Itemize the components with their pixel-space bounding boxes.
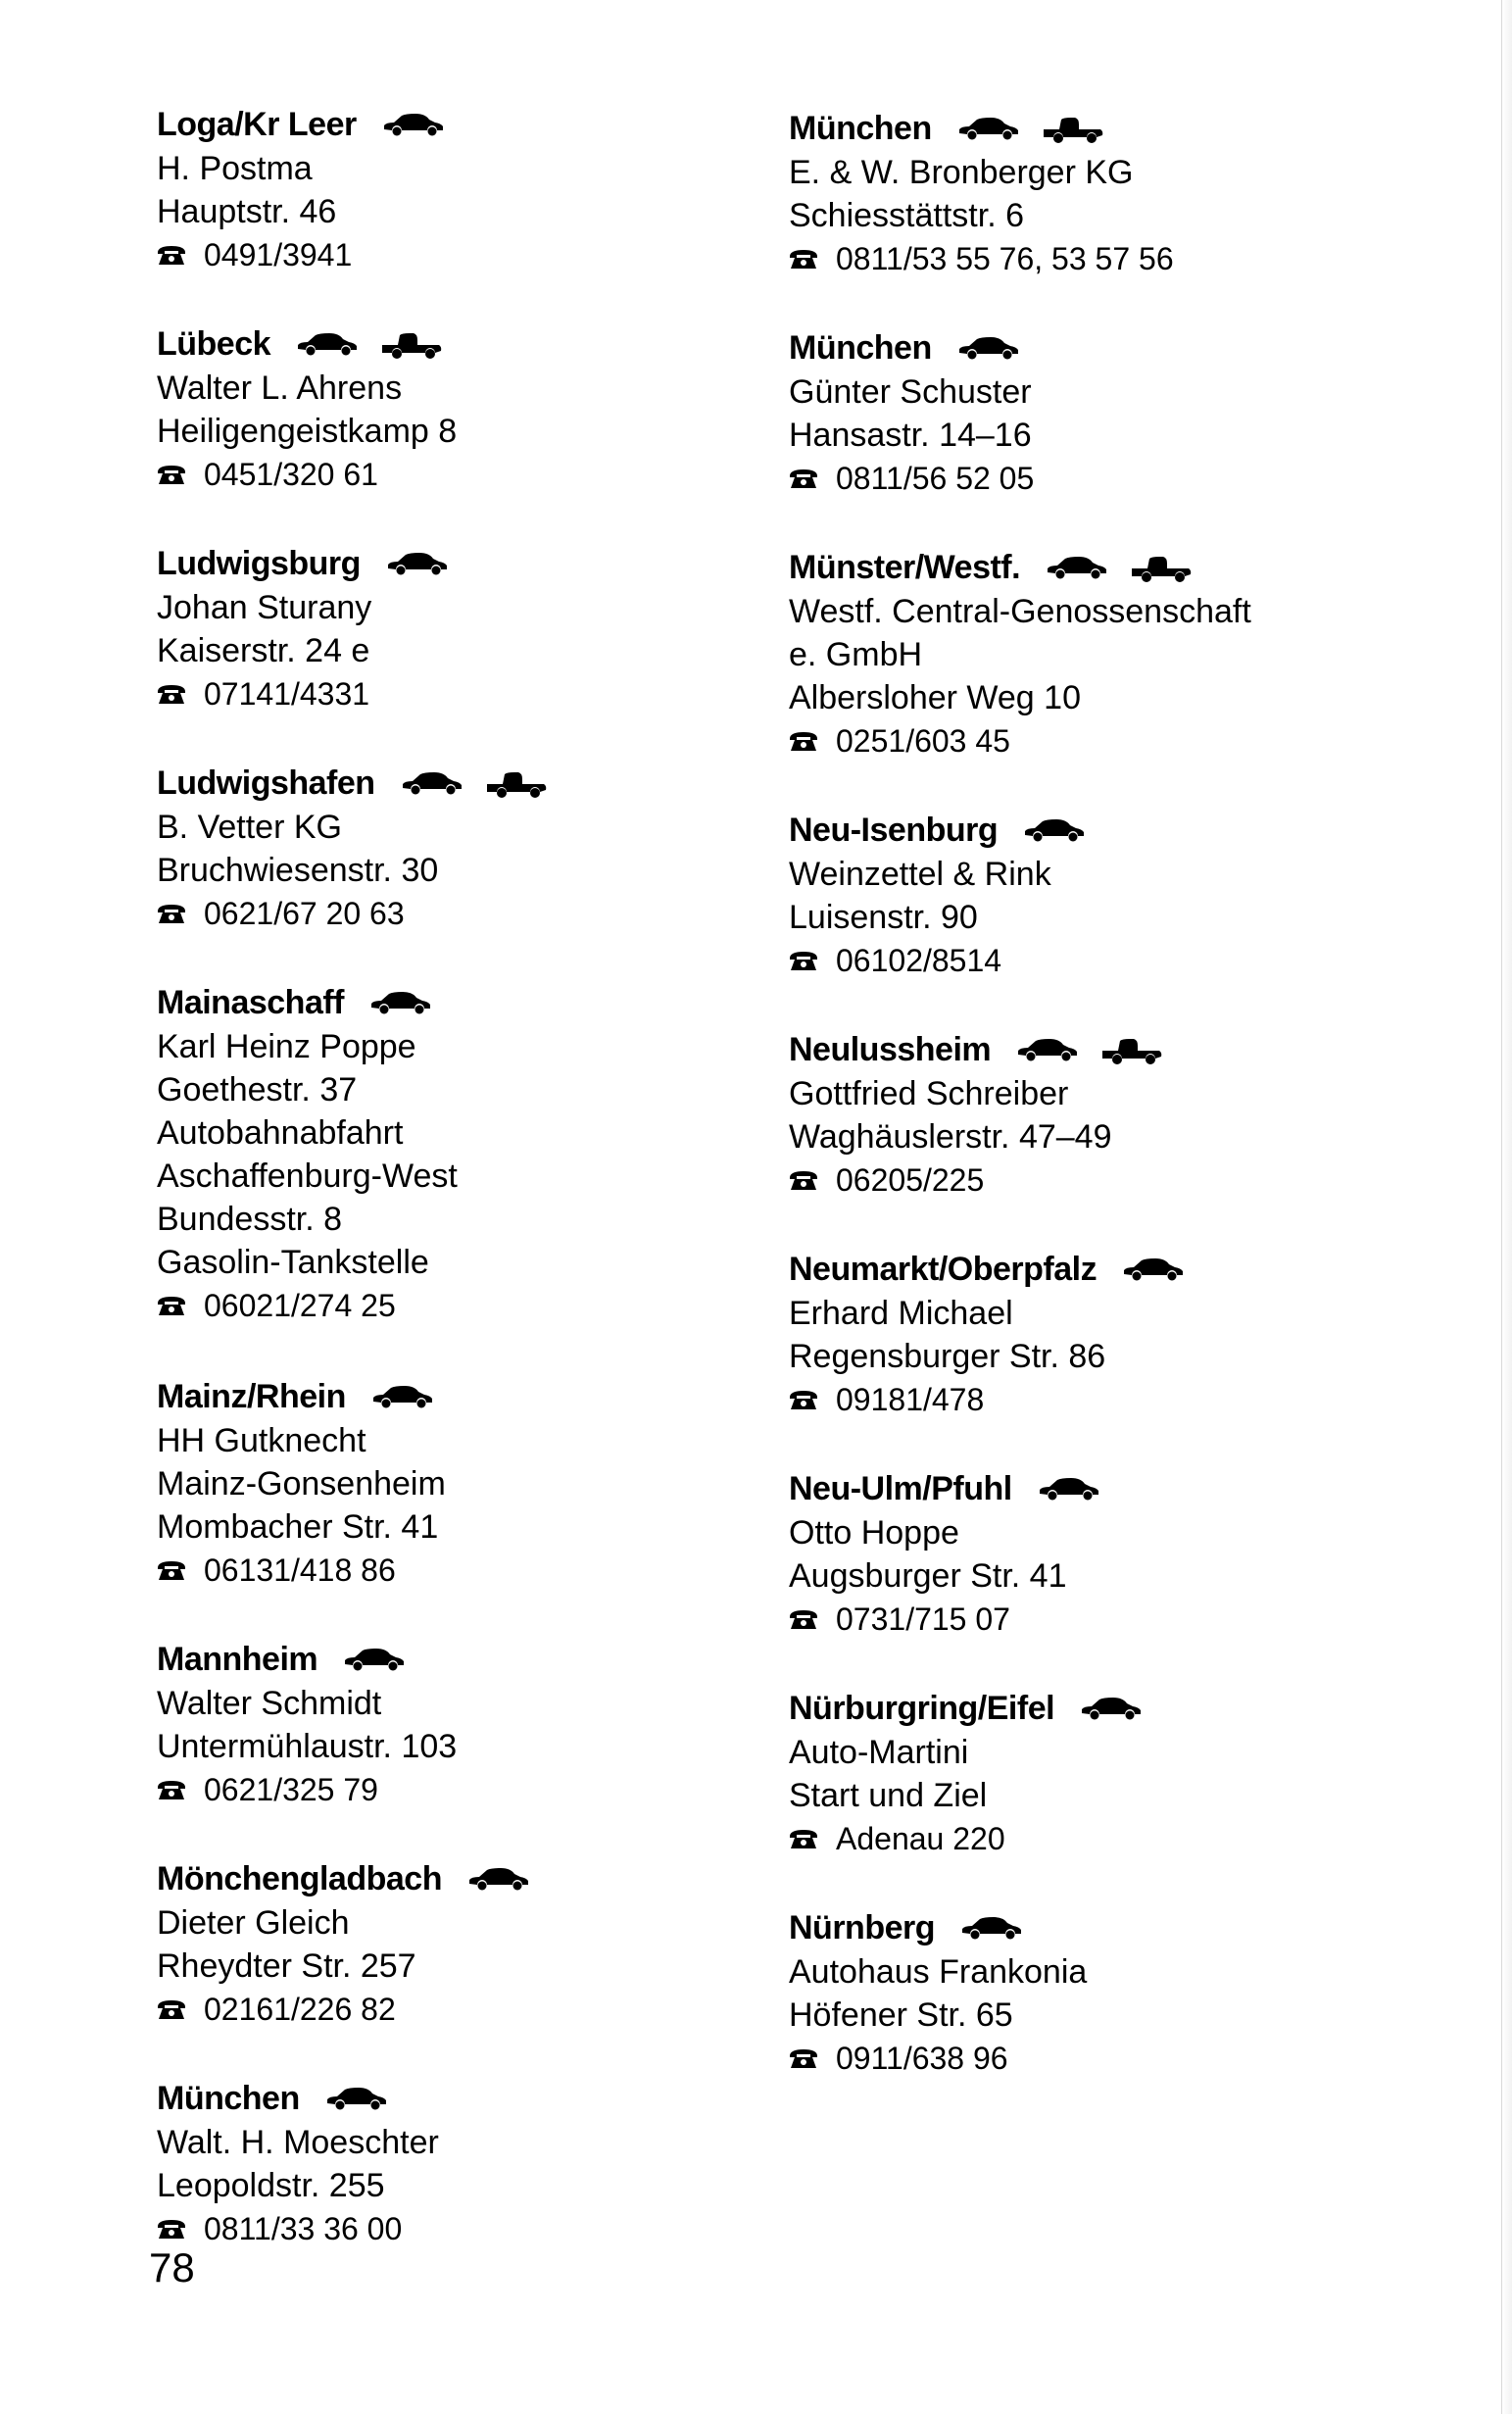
- address-line: Bruchwiesenstr. 30: [157, 852, 439, 889]
- telephone-icon: [789, 468, 818, 489]
- dealer-entry: [789, 1247, 1251, 1421]
- car-icon: [325, 2086, 388, 2111]
- telephone-icon: [157, 464, 186, 485]
- telephone-icon: [157, 2218, 186, 2240]
- vehicle-icons: [401, 770, 548, 796]
- car-icon: [1038, 1476, 1100, 1502]
- city-heading-row: [789, 1247, 1251, 1292]
- truck-icon: [1100, 1037, 1163, 1062]
- car-icon: [1046, 555, 1108, 580]
- city-heading-row: [157, 1637, 548, 1682]
- truck-icon: [380, 331, 443, 357]
- phone-row: [789, 457, 1251, 500]
- vehicle-icons: [343, 1647, 406, 1672]
- address-line: B. Vetter KG: [157, 809, 342, 846]
- address-line: E. & W. Bronberger KG: [789, 154, 1134, 191]
- city-heading: Neulussheim: [789, 1030, 992, 1068]
- vehicle-icons: [1080, 1696, 1143, 1721]
- car-icon: [382, 112, 445, 137]
- city-heading: Nürnberg: [789, 1908, 935, 1946]
- telephone-icon: [789, 950, 818, 971]
- city-heading-row: [157, 1374, 548, 1419]
- address-line: Goethestr. 37: [157, 1071, 358, 1108]
- address-line: Auto-Martini: [789, 1734, 969, 1771]
- address-line: Autohaus Frankonia: [789, 1953, 1088, 1991]
- vehicle-icons: [960, 1915, 1023, 1941]
- dealer-entry: [157, 102, 548, 276]
- address-line: Start und Ziel: [789, 1777, 988, 1814]
- address-line: Westf. Central-Genossenschaft: [789, 593, 1251, 630]
- phone-number: 0811/53 55 76, 53 57 56: [836, 241, 1174, 276]
- address-line: Höfener Str. 65: [789, 1996, 1013, 2034]
- phone-row: [789, 1378, 1251, 1421]
- page-edge: [1501, 0, 1512, 2414]
- address-line: Leopoldstr. 255: [157, 2167, 385, 2204]
- dealer-entry: [157, 1856, 548, 2031]
- phone-row: [157, 1988, 548, 2031]
- phone-row: [157, 453, 548, 496]
- phone-row: [789, 2037, 1251, 2080]
- telephone-icon: [789, 1389, 818, 1410]
- address-line: Rheydter Str. 257: [157, 1947, 416, 1985]
- address-line: Otto Hoppe: [789, 1514, 959, 1552]
- vehicle-icons: [1023, 817, 1086, 843]
- address-line: Mainz-Gonsenheim: [157, 1465, 446, 1503]
- phone-number: 06021/274 25: [204, 1288, 396, 1323]
- car-icon: [1080, 1696, 1143, 1721]
- city-heading-row: [157, 980, 548, 1025]
- phone-number: 06102/8514: [836, 943, 1002, 978]
- address-line: Johan Sturany: [157, 589, 372, 626]
- address-line: Gottfried Schreiber: [789, 1075, 1069, 1112]
- address-line: Augsburger Str. 41: [789, 1557, 1067, 1595]
- dealer-entry: [157, 1637, 548, 1811]
- phone-number: 06205/225: [836, 1162, 985, 1198]
- car-icon: [369, 990, 432, 1015]
- address-line: Günter Schuster: [789, 373, 1032, 411]
- address-line: Erhard Michael: [789, 1295, 1013, 1332]
- vehicle-icons: [1046, 555, 1193, 580]
- address-line: Waghäuslerstr. 47–49: [789, 1118, 1112, 1156]
- phone-row: [789, 1158, 1251, 1202]
- phone-row: [789, 939, 1251, 982]
- vehicle-icons: [325, 2086, 388, 2111]
- address-line: e. GmbH: [789, 636, 923, 673]
- phone-number: 0811/33 36 00: [204, 2211, 403, 2246]
- truck-icon: [1130, 555, 1193, 580]
- telephone-icon: [157, 244, 186, 266]
- city-heading-row: [789, 1905, 1251, 1950]
- city-heading: Ludwigshafen: [157, 764, 375, 802]
- telephone-icon: [157, 1295, 186, 1316]
- city-heading: Münster/Westf.: [789, 548, 1021, 586]
- telephone-icon: [789, 730, 818, 752]
- phone-number: 0491/3941: [204, 237, 353, 272]
- dealer-entry: [789, 1466, 1251, 1641]
- vehicle-icons: [957, 335, 1020, 361]
- address-line: Hauptstr. 46: [157, 193, 337, 230]
- phone-number: 0911/638 96: [836, 2041, 1008, 2076]
- vehicle-icons: [1122, 1256, 1185, 1282]
- vehicle-icons: [467, 1866, 530, 1892]
- address-line: Autobahnabfahrt: [157, 1114, 404, 1152]
- car-icon: [1016, 1037, 1079, 1062]
- phone-number: 0811/56 52 05: [836, 461, 1035, 496]
- city-heading-row: [157, 102, 548, 147]
- address-line: Schiesstättstr. 6: [789, 197, 1024, 234]
- dealer-entry: [157, 1374, 548, 1592]
- city-heading: Mönchengladbach: [157, 1859, 442, 1897]
- telephone-icon: [789, 1169, 818, 1191]
- phone-row: [789, 237, 1251, 280]
- telephone-icon: [789, 1608, 818, 1630]
- address-line: Walt. H. Moeschter: [157, 2124, 439, 2161]
- address-line: Regensburger Str. 86: [789, 1338, 1106, 1375]
- telephone-icon: [789, 2047, 818, 2069]
- address-line: H. Postma: [157, 150, 313, 187]
- telephone-icon: [157, 1779, 186, 1800]
- city-heading-row: [789, 1686, 1251, 1731]
- phone-number: 07141/4331: [204, 676, 370, 712]
- address-line: Dieter Gleich: [157, 1904, 350, 1942]
- address-line: Aschaffenburg-West: [157, 1158, 458, 1195]
- vehicle-icons: [957, 116, 1104, 141]
- car-icon: [371, 1384, 434, 1409]
- city-heading-row: [789, 808, 1251, 853]
- phone-row: [789, 1817, 1251, 1860]
- city-heading-row: [157, 1856, 548, 1901]
- car-icon: [296, 331, 359, 357]
- dealer-entry: [157, 321, 548, 496]
- left-column: [157, 102, 548, 2250]
- phone-number: 0251/603 45: [836, 723, 1010, 759]
- car-icon: [343, 1647, 406, 1672]
- address-line: Bundesstr. 8: [157, 1201, 343, 1238]
- address-line: Walter L. Ahrens: [157, 369, 403, 407]
- car-icon: [1122, 1256, 1185, 1282]
- car-icon: [401, 770, 463, 796]
- address-line: Heiligengeistkamp 8: [157, 413, 458, 450]
- address-line: Mombacher Str. 41: [157, 1508, 439, 1546]
- phone-row: [157, 1549, 548, 1592]
- phone-row: [157, 892, 548, 935]
- city-heading-row: [789, 1027, 1251, 1072]
- phone-number: 0731/715 07: [836, 1601, 1010, 1637]
- city-heading: Loga/Kr Leer: [157, 105, 357, 143]
- city-heading: Neumarkt/Oberpfalz: [789, 1250, 1097, 1288]
- car-icon: [960, 1915, 1023, 1941]
- city-heading: München: [157, 2079, 300, 2117]
- vehicle-icons: [1016, 1037, 1163, 1062]
- city-heading: München: [789, 109, 932, 147]
- car-icon: [467, 1866, 530, 1892]
- city-heading: Neu-Ulm/Pfuhl: [789, 1469, 1012, 1507]
- city-heading-row: [157, 761, 548, 806]
- address-line: Weinzettel & Rink: [789, 856, 1051, 893]
- telephone-icon: [157, 903, 186, 924]
- city-heading-row: [157, 2076, 548, 2121]
- car-icon: [386, 551, 449, 576]
- vehicle-icons: [1038, 1476, 1100, 1502]
- address-line: Luisenstr. 90: [789, 899, 978, 936]
- phone-row: [789, 1598, 1251, 1641]
- page-number: 78: [149, 2244, 195, 2291]
- address-line: Walter Schmidt: [157, 1685, 382, 1722]
- city-heading: Ludwigsburg: [157, 544, 361, 582]
- dealer-entry: [789, 1905, 1251, 2080]
- city-heading: Nürburgring/Eifel: [789, 1689, 1055, 1727]
- vehicle-icons: [296, 331, 443, 357]
- telephone-icon: [789, 248, 818, 270]
- vehicle-icons: [382, 112, 445, 137]
- address-line: Hansastr. 14–16: [789, 417, 1032, 454]
- city-heading: Mainaschaff: [157, 983, 344, 1021]
- dealer-entry: [789, 106, 1251, 280]
- phone-row: [157, 1768, 548, 1811]
- city-heading: Lübeck: [157, 324, 271, 363]
- city-heading: München: [789, 328, 932, 367]
- telephone-icon: [157, 1998, 186, 2020]
- phone-number: 09181/478: [836, 1382, 985, 1417]
- dealer-entry: [157, 2076, 548, 2250]
- car-icon: [1023, 817, 1086, 843]
- address-line: HH Gutknecht: [157, 1422, 366, 1459]
- phone-number: 0621/325 79: [204, 1772, 378, 1807]
- city-heading: Mainz/Rhein: [157, 1377, 346, 1415]
- address-line: Kaiserstr. 24 e: [157, 632, 370, 669]
- phone-row: [789, 719, 1251, 763]
- phone-number: 06131/418 86: [204, 1552, 396, 1588]
- telephone-icon: [789, 1828, 818, 1849]
- vehicle-icons: [386, 551, 449, 576]
- truck-icon: [485, 770, 548, 796]
- city-heading-row: [157, 541, 548, 586]
- dealer-entry: [157, 980, 548, 1327]
- phone-number: Adenau 220: [836, 1821, 1005, 1856]
- car-icon: [957, 335, 1020, 361]
- dealer-entry: [789, 808, 1251, 982]
- car-icon: [957, 116, 1020, 141]
- address-line: Untermühlaustr. 103: [157, 1728, 458, 1765]
- address-line: Karl Heinz Poppe: [157, 1028, 416, 1065]
- dealer-entry: [789, 545, 1251, 763]
- vehicle-icons: [371, 1384, 434, 1409]
- phone-row: [157, 2207, 548, 2250]
- phone-number: 0451/320 61: [204, 457, 378, 492]
- telephone-icon: [157, 1559, 186, 1581]
- phone-row: [157, 672, 548, 715]
- city-heading: Neu-Isenburg: [789, 811, 999, 849]
- city-heading-row: [789, 325, 1251, 370]
- right-column: [789, 106, 1251, 2080]
- phone-number: 02161/226 82: [204, 1992, 396, 2027]
- truck-icon: [1042, 116, 1104, 141]
- phone-row: [157, 233, 548, 276]
- city-heading: Mannheim: [157, 1640, 318, 1678]
- city-heading-row: [789, 545, 1251, 590]
- phone-row: [157, 1284, 548, 1327]
- city-heading-row: [157, 321, 548, 367]
- dealer-entry: [789, 1686, 1251, 1860]
- address-line: Gasolin-Tankstelle: [157, 1244, 429, 1281]
- dealer-entry: [157, 541, 548, 715]
- phone-number: 0621/67 20 63: [204, 896, 405, 931]
- city-heading-row: [789, 1466, 1251, 1511]
- address-line: Albersloher Weg 10: [789, 679, 1081, 716]
- dealer-entry: [789, 1027, 1251, 1202]
- vehicle-icons: [369, 990, 432, 1015]
- city-heading-row: [789, 106, 1251, 151]
- telephone-icon: [157, 683, 186, 705]
- dealer-entry: [789, 325, 1251, 500]
- dealer-entry: [157, 761, 548, 935]
